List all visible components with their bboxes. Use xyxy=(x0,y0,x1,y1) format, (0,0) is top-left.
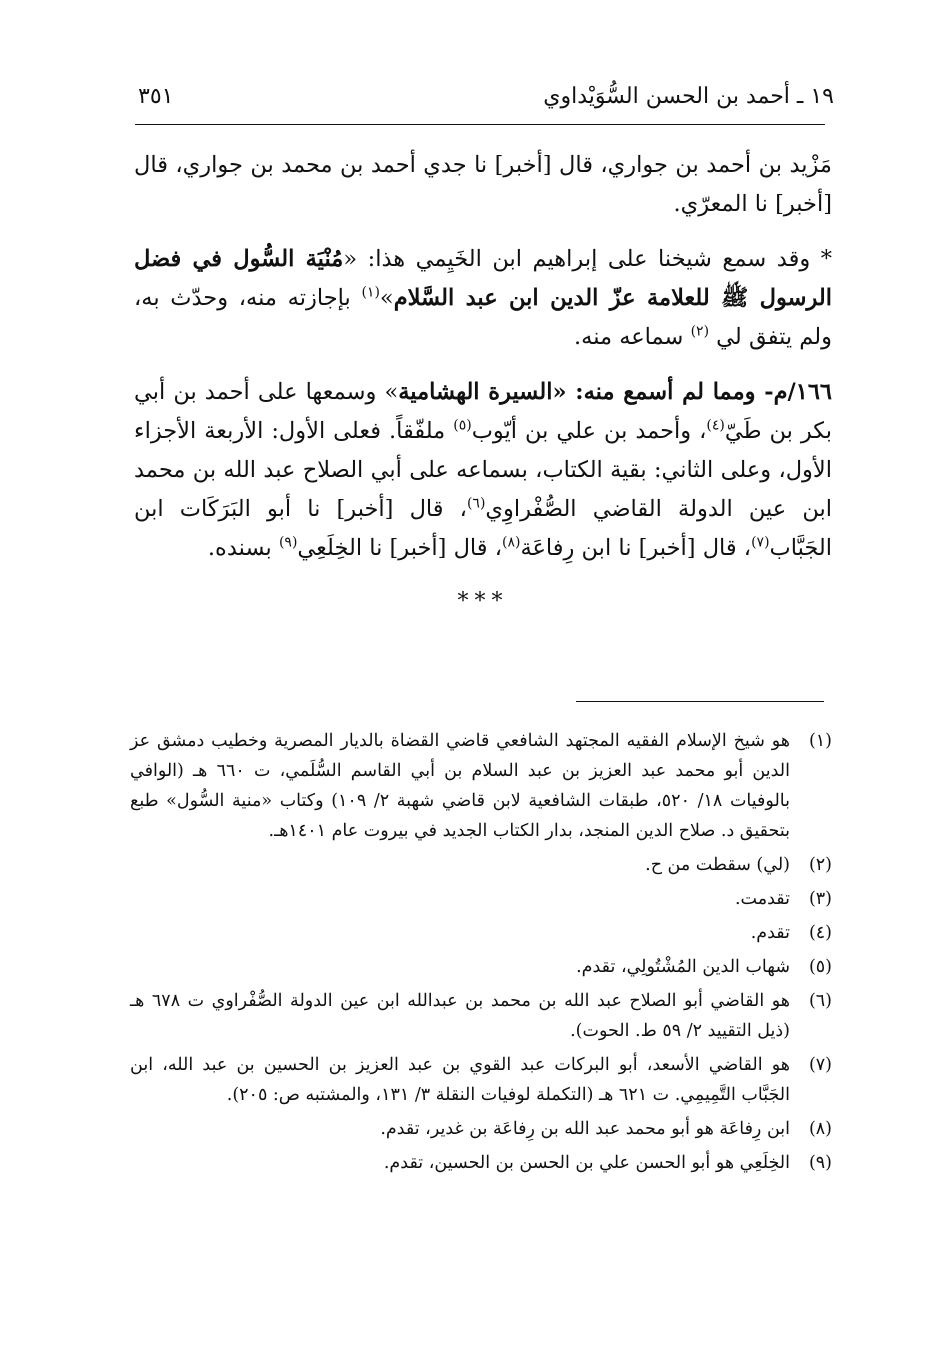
footnote-text: شهاب الدين المُشْتُولِي، تقدم. xyxy=(576,957,790,977)
footnote-text: الخِلَعِي هو أبو الحسن علي بن الحسن بن الحسين، تقدم. xyxy=(383,1153,790,1173)
book-title-bold: السيرة الهشامية xyxy=(398,379,553,405)
footnote-text: هو القاضي أبو الصلاح عبد الله بن محمد بن عبدالله ابن عين الدولة الصُّفْراوي ت ٦٧٨ هـ (ذيل التقييد ٢/ ٥٩ ط. الحوت). xyxy=(130,991,790,1041)
text-span: ملفّقاً. فعلى الأول: الأربعة الأجزاء الأول، وعلى الثاني: بقية الكتاب، بسماعه على أبي الصلاح عبد الله بن محمد ابن عين الدولة القاضي الصُّفْراوِي xyxy=(134,418,832,522)
footnote-number: (٤) xyxy=(808,923,832,943)
footnote-ref[interactable]: (٤) xyxy=(706,417,725,434)
footnote-ref[interactable]: (٧) xyxy=(751,534,770,551)
footnote-text: ابن رِفاعَة هو أبو محمد عبد الله بن رِفاعَة بن غدير، تقدم. xyxy=(380,1119,790,1139)
footnote-ref[interactable]: (١) xyxy=(361,284,380,301)
footnote-number: (٣) xyxy=(808,889,832,909)
footnote-ref[interactable]: (٩) xyxy=(278,534,298,551)
text-span: سماعه منه. xyxy=(573,324,691,350)
footnote-number: (٧) xyxy=(808,1055,832,1075)
footnote-3 xyxy=(130,884,832,914)
page-number: ٣٥١ xyxy=(138,84,174,109)
text-span: بإجازته منه، وحدّث به، ولم يتفق لي xyxy=(134,285,832,350)
footnote-ref[interactable]: (٢) xyxy=(690,323,710,340)
footnote-2 xyxy=(130,850,832,880)
footnote-text: هو شيخ الإسلام الفقيه المجتهد الشافعي قاضي القضاة بالديار المصرية وخطيب دمشق عز الدين أبو محمد عبد العزيز بن عبد السلام بن أبي القاسم السُّلَمي، ت ٦٦٠ هـ (الوافي بالوفيات ١٨/ ٥٢٠، طبقات الشافعية لابن قاضي شهبة ٢/ ١٠٩) وكتاب «منية السُّول» طبع بتحقيق د. صلاح الدين المنجد، بدار الكتاب الجديد في بيروت عام ١٤٠١هـ. xyxy=(130,731,790,841)
paragraph-1: مَزْيد بن أحمد بن جواري، قال [أخبر] نا جدي أحمد بن محمد بن جواري، قال [أخبر] نا المعرّي. xyxy=(134,152,832,217)
text-span: بسنده. xyxy=(207,535,279,561)
footnote-text: تقدمت. xyxy=(734,889,790,909)
footnote-number: (٩) xyxy=(808,1153,832,1173)
entry-number-bold: ١٦٦/م- ومما لم أسمع منه: « xyxy=(552,379,832,405)
text-span: » xyxy=(379,285,394,311)
paragraph-2 xyxy=(134,240,832,357)
footnote-number: (١) xyxy=(808,731,832,751)
footnote-number: (٥) xyxy=(808,957,832,977)
footnote-text: تقدم. xyxy=(750,923,790,943)
text-span: ، وأحمد بن علي بن أيّوب xyxy=(471,418,707,444)
running-header-title: ١٩ ـ أحمد بن الحسن السُّوَيْداوي xyxy=(543,84,834,109)
footnotes xyxy=(130,726,832,1178)
footnote-7 xyxy=(130,1050,832,1110)
footnote-ref[interactable]: (٨) xyxy=(501,534,521,551)
footnote-number: (٨) xyxy=(808,1119,832,1139)
footnote-ref[interactable]: (٦) xyxy=(466,495,486,512)
text-span: » وسمعها على أحمد بن أبي بكر بن طَيّ xyxy=(134,379,832,444)
text-span: ، قال [أخبر] نا أبو البَرَكَات ابن الجَبَّاب xyxy=(134,496,832,561)
footnote-1 xyxy=(130,726,832,846)
footnote-8 xyxy=(130,1114,832,1144)
footnote-text: (لي) سقطت من ح. xyxy=(645,855,790,875)
text-span: ، قال [أخبر] نا ابن رِفاعَة xyxy=(520,535,752,561)
section-separator: *** xyxy=(457,589,509,614)
footnote-9 xyxy=(130,1148,832,1178)
footnote-ref[interactable]: (٥) xyxy=(453,417,472,434)
footnote-4 xyxy=(130,918,832,948)
footnote-number: (٢) xyxy=(808,855,832,875)
footnote-number: (٦) xyxy=(808,991,832,1011)
text-span: ، قال [أخبر] نا الخِلَعِي xyxy=(297,535,502,561)
footnote-6 xyxy=(130,986,832,1046)
paragraph-3 xyxy=(134,373,832,568)
header-rule xyxy=(135,124,825,125)
footnote-5 xyxy=(130,952,832,982)
book-title-bold: مُنْيَة السُّول في فضل الرسول ﷺ للعلامة عزّ الدين ابن عبد السَّلام xyxy=(134,246,832,311)
footnote-rule xyxy=(576,701,824,702)
text-span: * وقد سمع شيخنا على إبراهيم ابن الخَيِمي هذا: « xyxy=(343,246,832,272)
main-text xyxy=(134,146,832,621)
footnote-text: هو القاضي الأسعد، أبو البركات عبد القوي بن عبد العزيز بن الحسين بن عبد الله، ابن الجَبَّاب التَّمِيمِي. ت ٦٢١ هـ (التكملة لوفيات النقلة ٣/ ١٣١، والمشتبه ص: ٢٠٥). xyxy=(130,1055,790,1105)
